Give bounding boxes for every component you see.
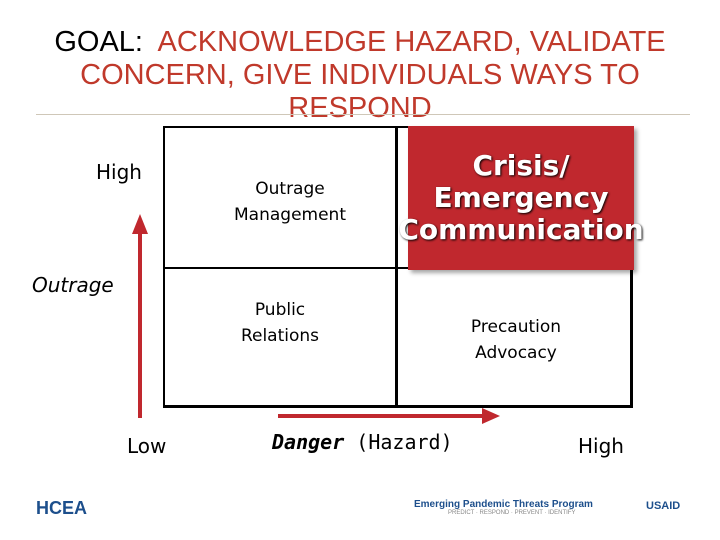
quadrant-text-line: Advocacy [475, 343, 557, 363]
program-tagline: PREDICT · RESPOND · PREVENT · IDENTIFY [448, 510, 576, 516]
quadrant-text-line: Communication [398, 213, 644, 246]
y-axis-label: Outrage [32, 273, 114, 297]
title-text: ACKNOWLEDGE HAZARD, VALIDATE CONCERN, GIVE INDIVIDUALS WAYS TO RESPOND [80, 26, 666, 124]
quadrant-text-line: Emergency [433, 181, 609, 214]
program-name: Emerging Pandemic Threats Program [414, 499, 593, 510]
quadrant-text-line: Outrage [255, 179, 325, 199]
x-axis-label-rest: (Hazard) [356, 430, 453, 454]
title-prefix: GOAL: [54, 26, 143, 58]
ept-program-logo [414, 499, 593, 516]
x-axis-label [272, 430, 453, 454]
outrage-arrowhead [132, 214, 148, 234]
y-axis-low-label: Low [127, 434, 167, 458]
hcea-logo: HCEA [36, 498, 88, 518]
quadrant-text-line: Relations [240, 326, 320, 346]
quadrant-text-line: Precaution [470, 317, 562, 337]
x-axis-high-label: High [578, 434, 624, 458]
danger-arrowhead [482, 408, 500, 424]
x-axis-label-bold: Danger [272, 430, 345, 454]
usaid-logo: USAID [646, 500, 681, 512]
y-axis-high-label: High [96, 160, 142, 184]
quadrant-text-line: Management [234, 205, 346, 225]
quadrant-text-line: Crisis/ [472, 149, 570, 182]
quadrant-text-line: Public [254, 300, 306, 320]
